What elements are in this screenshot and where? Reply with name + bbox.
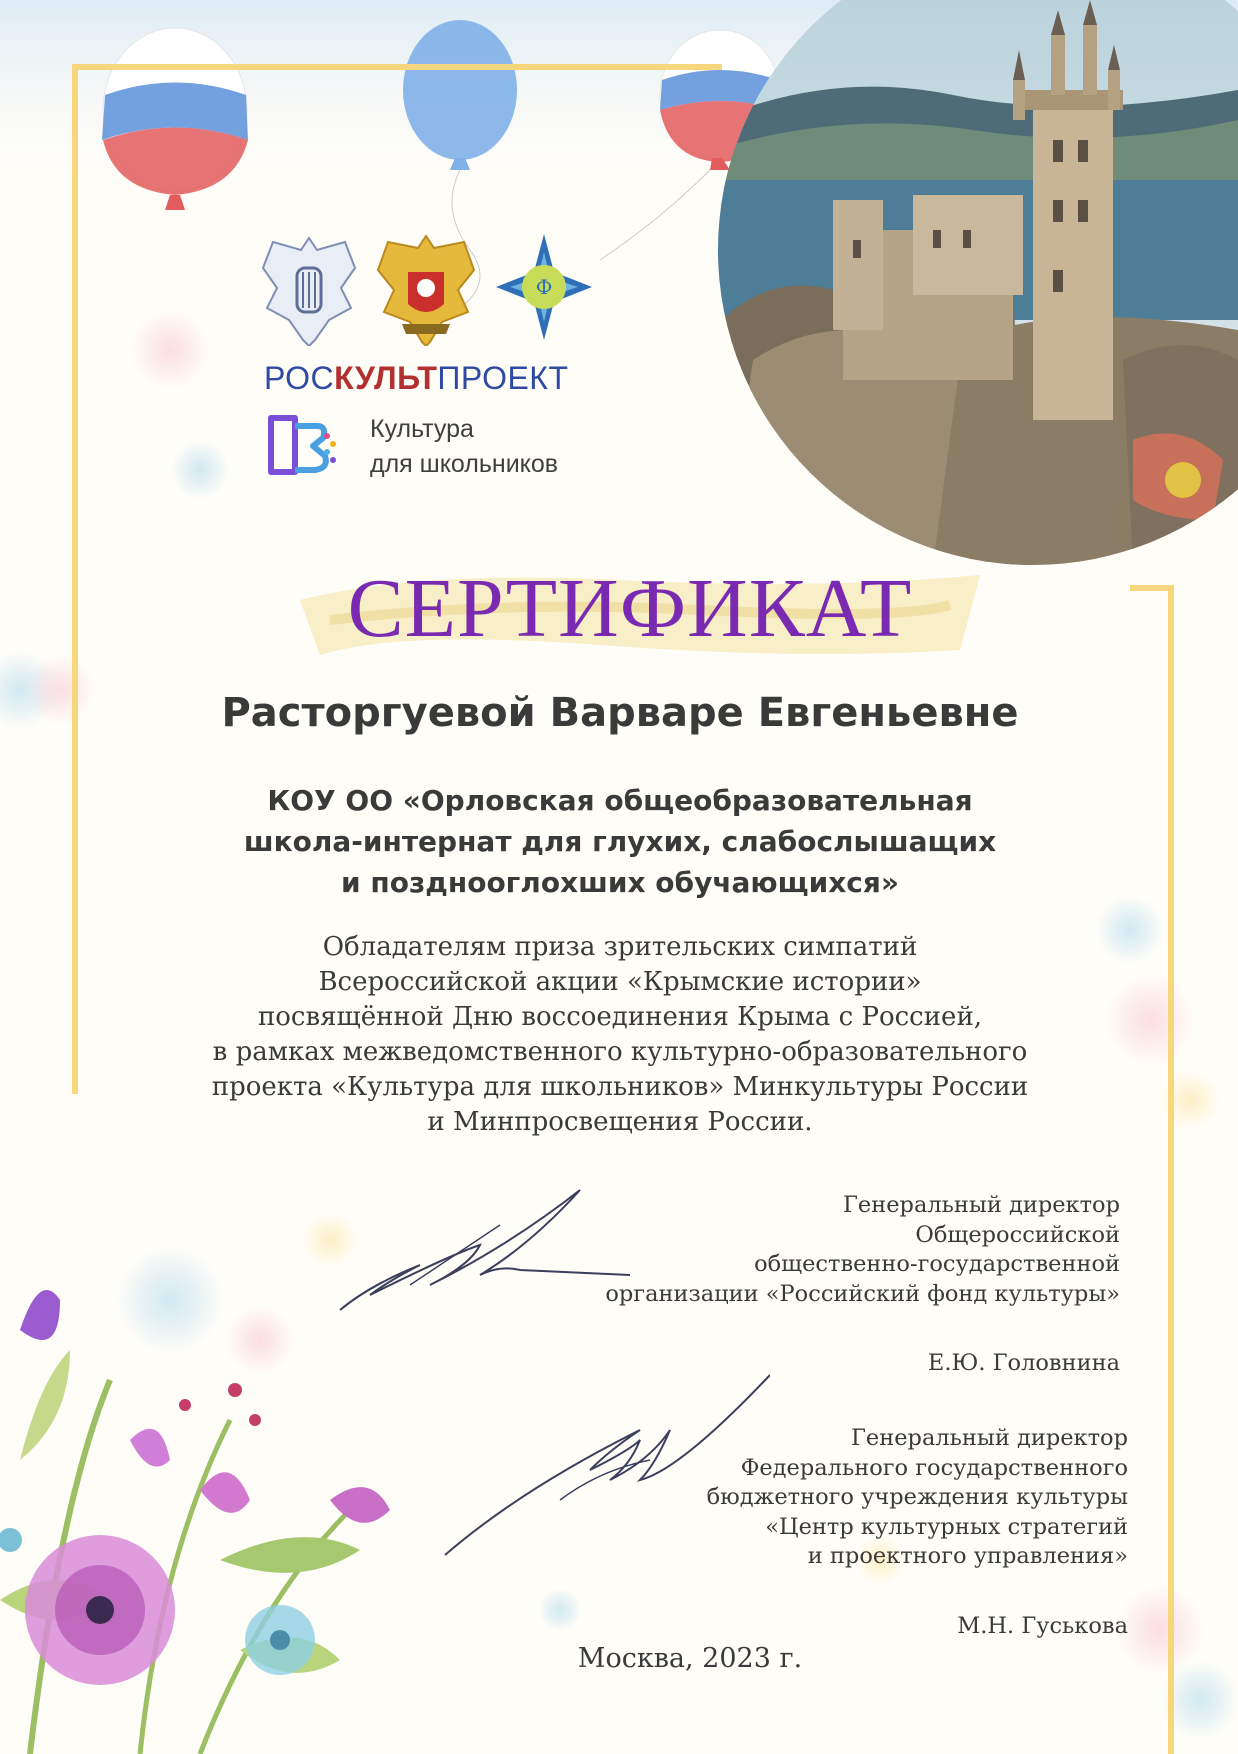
description-line: проекта «Культура для школьников» Минкультуры России [211,1072,1029,1102]
signatory-1-line: общественно-государственной [754,1251,1120,1277]
castle-image [713,0,1238,565]
signatory-2-line: и проектного управления» [807,1543,1128,1569]
svg-text:Ф: Ф [535,275,553,299]
description-line: и Минпросвещения России. [427,1107,813,1137]
place-and-date: Москва, 2023 г. [577,1643,803,1674]
description-line: Всероссийской акции «Крымские истории» [318,967,922,997]
frame-left [72,64,78,1094]
recipient-name: Расторгуевой Варваре Евгеньевне [221,690,1019,736]
culture-fund-emblem-icon [490,228,598,346]
ministry-education-emblem-icon [372,228,480,346]
description-line: посвящённой Дню воссоединения Крыма с Россией, [257,1002,983,1032]
signatory-1-line: Общероссийской [915,1221,1120,1248]
program-line-2: для школьников [370,450,559,478]
frame-right-top [1130,585,1174,591]
signatory-1-name: Е.Ю. Головнина [927,1350,1120,1376]
certificate-title: СЕРТИФИКАТ [347,562,913,655]
signatory-1-line: Генеральный директор [843,1192,1120,1218]
frame-top [72,64,722,70]
description-line: в рамках межведомственного культурно-образовательного [212,1037,1028,1067]
signatory-2-title [707,1424,1128,1572]
roskultproekt-logo [264,360,604,397]
culture-for-schoolchildren-label [370,412,558,482]
signatory-2-line: бюджетного учреждения культуры [706,1484,1128,1510]
flowers-decoration [0,1290,390,1754]
signatory-2-line: Генеральный директор [851,1425,1128,1451]
program-line-1: Культура [370,415,474,443]
frame-right [1168,585,1174,1754]
signatory-2-line: «Центр культурных стратегий [765,1513,1128,1540]
organization-line: и позднооглохших обучающихся» [341,866,899,899]
organization-name [120,780,1120,903]
culture-for-schoolchildren-logo-icon [265,412,337,482]
organization-line: школа-интернат для глухих, слабослышащих [243,825,997,858]
signatory-2-name: М.Н. Гуськова [957,1613,1128,1639]
signatory-1-title [605,1191,1120,1309]
signature-1-icon [330,1185,630,1325]
signatory-1-line: организации «Российский фонд культуры» [605,1280,1120,1307]
brand-part-1: РОС [264,360,335,396]
ministry-culture-emblem-icon [255,228,363,346]
description-line: Обладателям приза зрительских симпатий [322,932,918,962]
brand-part-2: КУЛЬТ [334,360,438,396]
signatory-2-line: Федерального государственного [740,1454,1128,1481]
award-description [100,930,1140,1140]
organization-line: КОУ ОО «Орловская общеобразовательная [267,784,973,817]
brand-part-3: ПРОЕКТ [437,360,569,396]
